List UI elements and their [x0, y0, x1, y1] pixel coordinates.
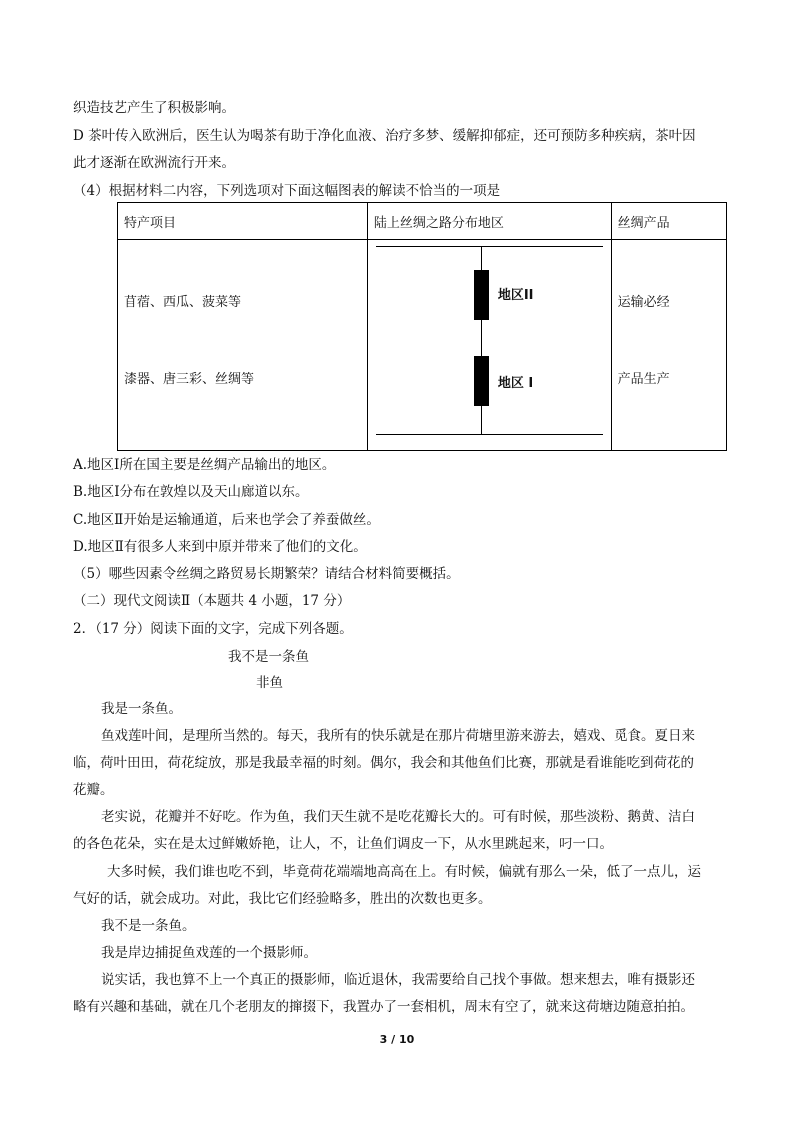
question-2: 2．（17 分）阅读下面的文字，完成下列各题。 — [73, 621, 353, 637]
section-heading: （二）现代文阅读Ⅱ（本题共 4 小题，17 分） — [73, 593, 351, 609]
article-author: 非鱼 — [256, 675, 283, 691]
text-line: 织造技艺产生了积极影响。 — [73, 100, 235, 116]
table-cell-silk — [611, 240, 726, 451]
text-line: D 茶叶传入欧洲后，医生认为喝茶有助于净化血液、治疗多梦、缓解抑郁症，还可预防多种疾病，茶叶因 — [73, 128, 696, 144]
paragraph-line: 鱼戏莲叶间，是理所当然的。每天，我所有的快乐就是在那片荷塘里游来游去，嬉戏、觅食。夏日来 — [101, 728, 695, 744]
region-2-block — [474, 270, 489, 320]
table-header-silk: 丝绸产品 — [611, 203, 726, 240]
option-c: C.地区Ⅱ开始是运输通道，后来也学会了养蚕做丝。 — [73, 512, 380, 528]
product-item: 苜蓿、西瓜、菠菜等 — [124, 295, 242, 310]
top-boundary-line — [376, 246, 603, 247]
article-title: 我不是一条鱼 — [228, 649, 309, 665]
option-b: B.地区Ⅰ分布在敦煌以及天山廊道以东。 — [73, 484, 309, 500]
page-number: 3 / 10 — [379, 1033, 415, 1046]
table-header-products: 特产项目 — [118, 203, 368, 240]
paragraph-line: 略有兴趣和基础，就在几个老朋友的撺掇下，我置办了一套相机，周末有空了，就来这荷塘边随意拍拍。 — [73, 999, 694, 1015]
region-diagram — [368, 240, 611, 450]
region-1-label: 地区 I — [497, 376, 534, 391]
option-a: A.地区Ⅰ所在国主要是丝绸产品输出的地区。 — [73, 457, 336, 473]
region-1-block — [474, 356, 489, 406]
silk-road-table — [117, 202, 727, 451]
paragraph-line: 我不是一条鱼。 — [101, 918, 196, 934]
paragraph-line: 说实话，我也算不上一个真正的摄影师，临近退休，我需要给自己找个事做。想来想去，唯有摄影还 — [101, 972, 695, 988]
paragraph-line: 的各色花朵，实在是太过鲜嫩娇艳，让人，不，让鱼们调皮一下，从水里跳起来，叼一口。 — [73, 836, 613, 852]
question-4: （4）根据材料二内容，下列选项对下面这幅图表的解读不恰当的一项是 — [73, 183, 501, 199]
paragraph-line: 花瓣。 — [73, 782, 114, 798]
text-line: 此才逐渐在欧洲流行开来。 — [73, 155, 235, 171]
question-5: （5）哪些因素令丝绸之路贸易长期繁荣？请结合材料简要概括。 — [73, 566, 460, 582]
region-2-label: 地区II — [497, 288, 534, 303]
paragraph-line: 大多时候，我们谁也吃不到，毕竟荷花端端地高高在上。有时候，偏就有那么一朵，低了一点儿，运 — [107, 864, 701, 880]
paragraph-line: 临，荷叶田田，荷花绽放，那是我最幸福的时刻。偶尔，我会和其他鱼们比赛，那就是看谁能吃到荷花的 — [73, 755, 694, 771]
paragraph-line: 老实说，花瓣并不好吃。作为鱼，我们天生就不是吃花瓣长大的。可有时候，那些淡粉、鹅黄、洁白 — [101, 809, 695, 825]
bottom-boundary-line — [376, 434, 603, 435]
option-d: D.地区Ⅱ有很多人来到中原并带来了他们的文化。 — [73, 539, 367, 555]
table-cell-diagram — [367, 240, 611, 451]
table-header-regions: 陆上丝绸之路分布地区 — [367, 203, 611, 240]
silk-item: 运输必经 — [617, 295, 670, 310]
paragraph-line: 气好的话，就会成功。对此，我比它们经验略多，胜出的次数也更多。 — [73, 891, 492, 907]
paragraph-line: 我是一条鱼。 — [101, 701, 182, 717]
product-item: 漆器、唐三彩、丝绸等 — [124, 372, 255, 387]
silk-item: 产品生产 — [617, 372, 670, 387]
paragraph-line: 我是岸边捕捉鱼戏莲的一个摄影师。 — [101, 945, 317, 961]
table-cell-products — [118, 240, 368, 451]
